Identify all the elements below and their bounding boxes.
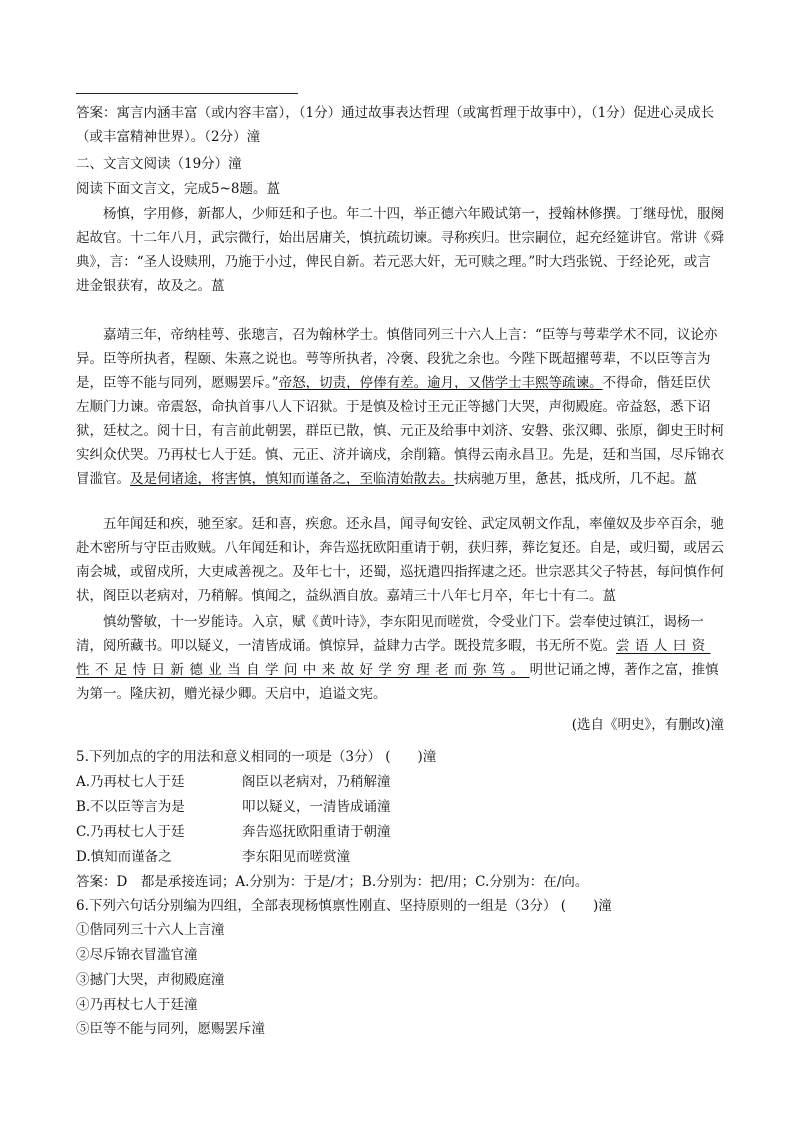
question-5-option-d: D.慎知而谨备之 李东阳见而嗟赏潼 [76, 849, 350, 865]
para2-text-b: 不得命，偕廷臣伏左顺门力谏。帝震怒，命执首事八人下诏狱。于是慎及检讨王元正等撼门大哭，声彻殿庭。帝益怒，悉下诏狱，廷杖之。阅十日，有言前此朝罢，群臣已散，慎、元正及给事中刘济、安磐、张汉卿、张原，御史王时柯实纠众伏哭。乃再杖七人于廷。慎、元正、济并谪戍，余削籍。慎得云南永昌卫。先是，廷和当国，尽斥锦衣冒滥官。 [76, 375, 724, 487]
para4-underlined-2: 曰资性不足恃日新德业当自学问中来故好学穷理老而弥笃。 [76, 638, 711, 678]
section-title: 二、文言文阅读（19分）潼 [76, 156, 242, 172]
passage-paragraph-2 [76, 323, 724, 491]
top-divider-line [76, 93, 298, 94]
previous-answer: 答案：寓言内涵丰富（或内容丰富），（1分）通过故事表达哲理（或寓哲理于故事中），（1分）促进心灵成长（或丰富精神世界）。（2分）潼 [76, 105, 715, 145]
passage-paragraph-3: 五年闻廷和疾，驰至家。廷和喜，疾愈。还永昌，闻寻甸安铨、武定凤朝文作乱，率僮奴及步卒百余，驰赴木密所与守臣击败贼。八年闻廷和讣，奔告巡抚欧阳重请于朝，获归葬，葬讫复还。自是，或归蜀，或居云南会城，或留戍所，大吏咸善视之。及年七十，还蜀，巡抚遣四指挥逮之还。世宗恶其父子特甚，每问慎作何状，阁臣以老病对，乃稍解。慎闻之，益纵酒自放。嘉靖三十八年七月卒，年七十有二。蒕 [76, 516, 724, 604]
question-5-answer: 答案：D 都是承接连词；A.分别为：于是/才；B.分别为：把/用；C.分别为：在/向。 [76, 874, 589, 890]
question-6-item-4: ④乃再杖七人于廷潼 [76, 997, 198, 1013]
para4-text-a: 慎幼警敏，十一岁能诗。入京，赋《黄叶诗》，李东阳见而嗟赏，令受业门下。尝奉使过镇江，谒杨一清，阅所藏书。叩以疑义，一清皆成诵。慎惊异，益肆力古学。既投荒多暇，书无所不览。 [76, 614, 704, 654]
source-note: (选自《明史》，有删改)潼 [571, 717, 724, 733]
question-6-item-3: ③撼门大哭，声彻殿庭潼 [76, 972, 225, 988]
instruction: 阅读下面文言文，完成5~8题。蒕 [76, 181, 280, 197]
question-6-item-2: ②尽斥锦衣冒滥官潼 [76, 947, 198, 963]
para4-text-b: 明世记诵之博，著作之富，推慎为第一。隆庆初，赠光禄少卿。天启中，追谥文宪。 [76, 662, 719, 702]
question-6-stem: 6.下列六句话分别编为四组，全部表现杨慎禀性刚直、坚持原则的一组是（3分） ( )潼 [76, 898, 612, 914]
para4-underlined-1: 尝语人 [616, 638, 673, 654]
question-5-stem: 5.下列加点的字的用法和意义相同的一项是（3分） ( )潼 [76, 749, 437, 765]
para2-text-a: 嘉靖三年，帝纳桂萼、张璁言，召为翰林学士。慎偕同列三十六人上言：“臣等与萼辈学术不同，议论亦异。臣等所执者，程颐、朱熹之说也。萼等所执者，冷褒、段犹之余也。今陛下既超擢萼辈，不以臣等言为是，臣等不能与同列，愿赐罢斥。” [76, 327, 718, 391]
question-5-option-b: B.不以臣等言为是 叩以疑义，一清皆成诵潼 [76, 799, 391, 815]
para2-underlined-1: 帝怒，切责，停俸有差。逾月，又偕学士丰熙等疏谏。 [278, 375, 603, 391]
para2-underlined-2: 及是伺诸途，将害慎，慎知而谨备之，至临清始散去。 [130, 471, 454, 487]
passage-paragraph-4 [76, 610, 724, 706]
question-5-option-c: C.乃再杖七人于廷 奔告巡抚欧阳重请于朝潼 [76, 824, 391, 840]
question-6-item-5: ⑤臣等不能与同列，愿赐罢斥潼 [76, 1021, 265, 1037]
question-5-option-a: A.乃再杖七人于廷 阁臣以老病对，乃稍解潼 [76, 774, 391, 790]
question-6-item-1: ①偕同列三十六人上言潼 [76, 922, 225, 938]
para2-text-c: 扶病驰万里，惫甚，抵戍所，几不起。蒕 [454, 471, 697, 487]
passage-paragraph-1: 杨慎，字用修，新都人，少师廷和子也。年二十四，举正德六年殿试第一，授翰林修撰。丁继母忧，服阕起故官。十二年八月，武宗微行，始出居庸关，慎抗疏切谏。寻称疾归。世宗嗣位，起充经筵讲官。常讲《舜典》，言：“圣人设赎刑，乃施于小过，俾民自新。若元恶大奸，无可赎之理。”时大珰张锐、于经论死，或言进金银获宥，故及之。蒕 [76, 206, 724, 294]
